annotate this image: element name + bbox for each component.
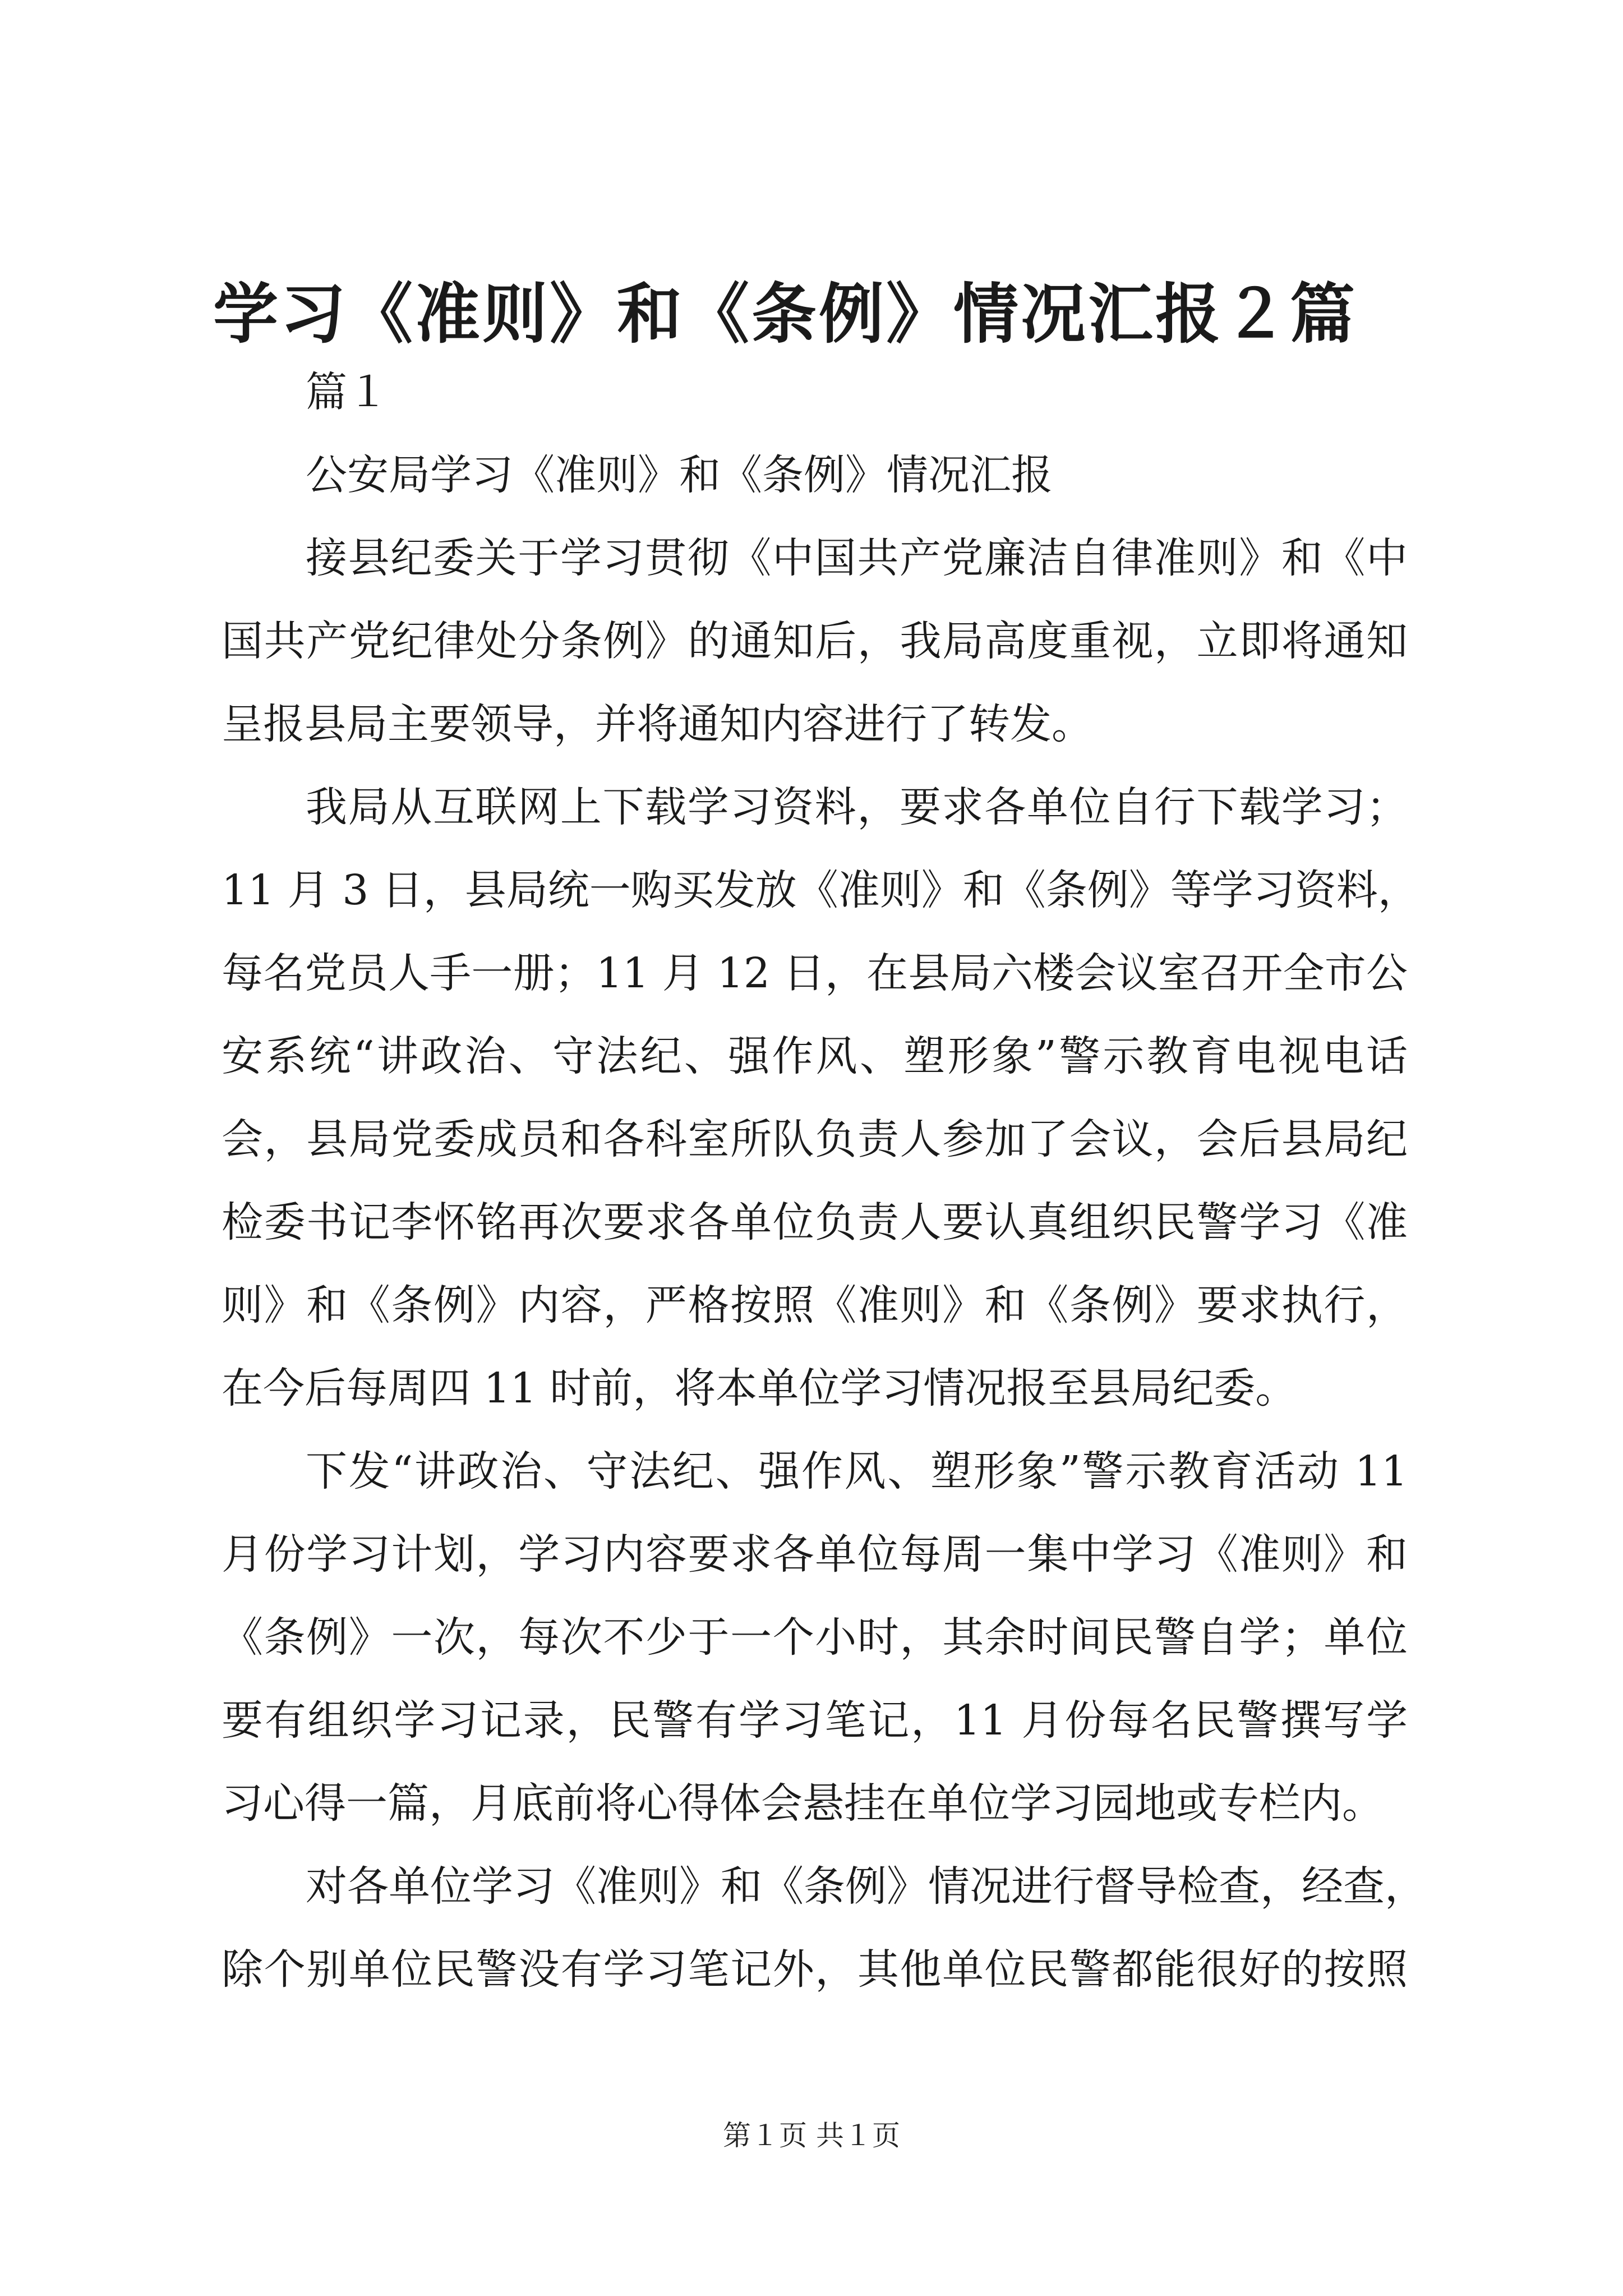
section-label: 篇１ xyxy=(306,368,389,416)
paragraph-2-line-8: 在今后每周四 11 时前，将本单位学习情况报至县局纪委。 xyxy=(222,1364,1297,1412)
paragraph-1-line-1: 接县纪委关于学习贯彻《中国共产党廉洁自律准则》和《中 xyxy=(306,534,1408,582)
paragraph-2-line-1: 我局从互联网上下载学习资料，要求各单位自行下载学习； xyxy=(306,783,1408,831)
document-title: 学习《准则》和《条例》情况汇报２篇 xyxy=(213,276,1357,352)
paragraph-1-line-3: 呈报县局主要领导，并将通知内容进行了转发。 xyxy=(222,700,1093,748)
paragraph-3-line-4: 要有组织学习记录，民警有学习笔记，11 月份每名民警撰写学 xyxy=(222,1696,1408,1745)
paragraph-3-line-2: 月份学习计划，学习内容要求各单位每周一集中学习《准则》和 xyxy=(222,1530,1408,1579)
paragraph-3-line-3: 《条例》一次，每次不少于一个小时，其余时间民警自学；单位 xyxy=(222,1613,1408,1662)
paragraph-3-line-5: 习心得一篇，月底前将心得体会悬挂在单位学习园地或专栏内。 xyxy=(222,1779,1384,1828)
paragraph-2-line-4: 安系统“讲政治、守法纪、强作风、塑形象”警示教育电视电话 xyxy=(222,1032,1408,1080)
report-subtitle: 公安局学习《准则》和《条例》情况汇报 xyxy=(306,451,1053,499)
paragraph-1-line-2: 国共产党纪律处分条例》的通知后，我局高度重视，立即将通知 xyxy=(222,617,1408,665)
document-body xyxy=(222,351,1426,2011)
paragraph-2-line-5: 会，县局党委成员和各科室所队负责人参加了会议，会后县局纪 xyxy=(222,1115,1408,1163)
paragraph-3-line-1: 下发“讲政治、守法纪、强作风、塑形象”警示教育活动 11 xyxy=(306,1447,1408,1496)
page-footer: 第１页 共１页 xyxy=(723,2119,900,2152)
paragraph-4-line-1: 对各单位学习《准则》和《条例》情况进行督导检查，经查， xyxy=(306,1862,1426,1911)
paragraph-2-line-3: 每名党员人手一册；11 月 12 日，在县局六楼会议室召开全市公 xyxy=(222,949,1408,997)
paragraph-2-line-6: 检委书记李怀铭再次要求各单位负责人要认真组织民警学习《准 xyxy=(222,1198,1408,1246)
paragraph-4-line-2: 除个别单位民警没有学习笔记外，其他单位民警都能很好的按照 xyxy=(222,1945,1408,1994)
paragraph-2-line-7: 则》和《条例》内容，严格按照《准则》和《条例》要求执行， xyxy=(222,1281,1408,1329)
paragraph-2-line-2: 11 月 3 日，县局统一购买发放《准则》和《条例》等学习资料， xyxy=(222,866,1419,914)
